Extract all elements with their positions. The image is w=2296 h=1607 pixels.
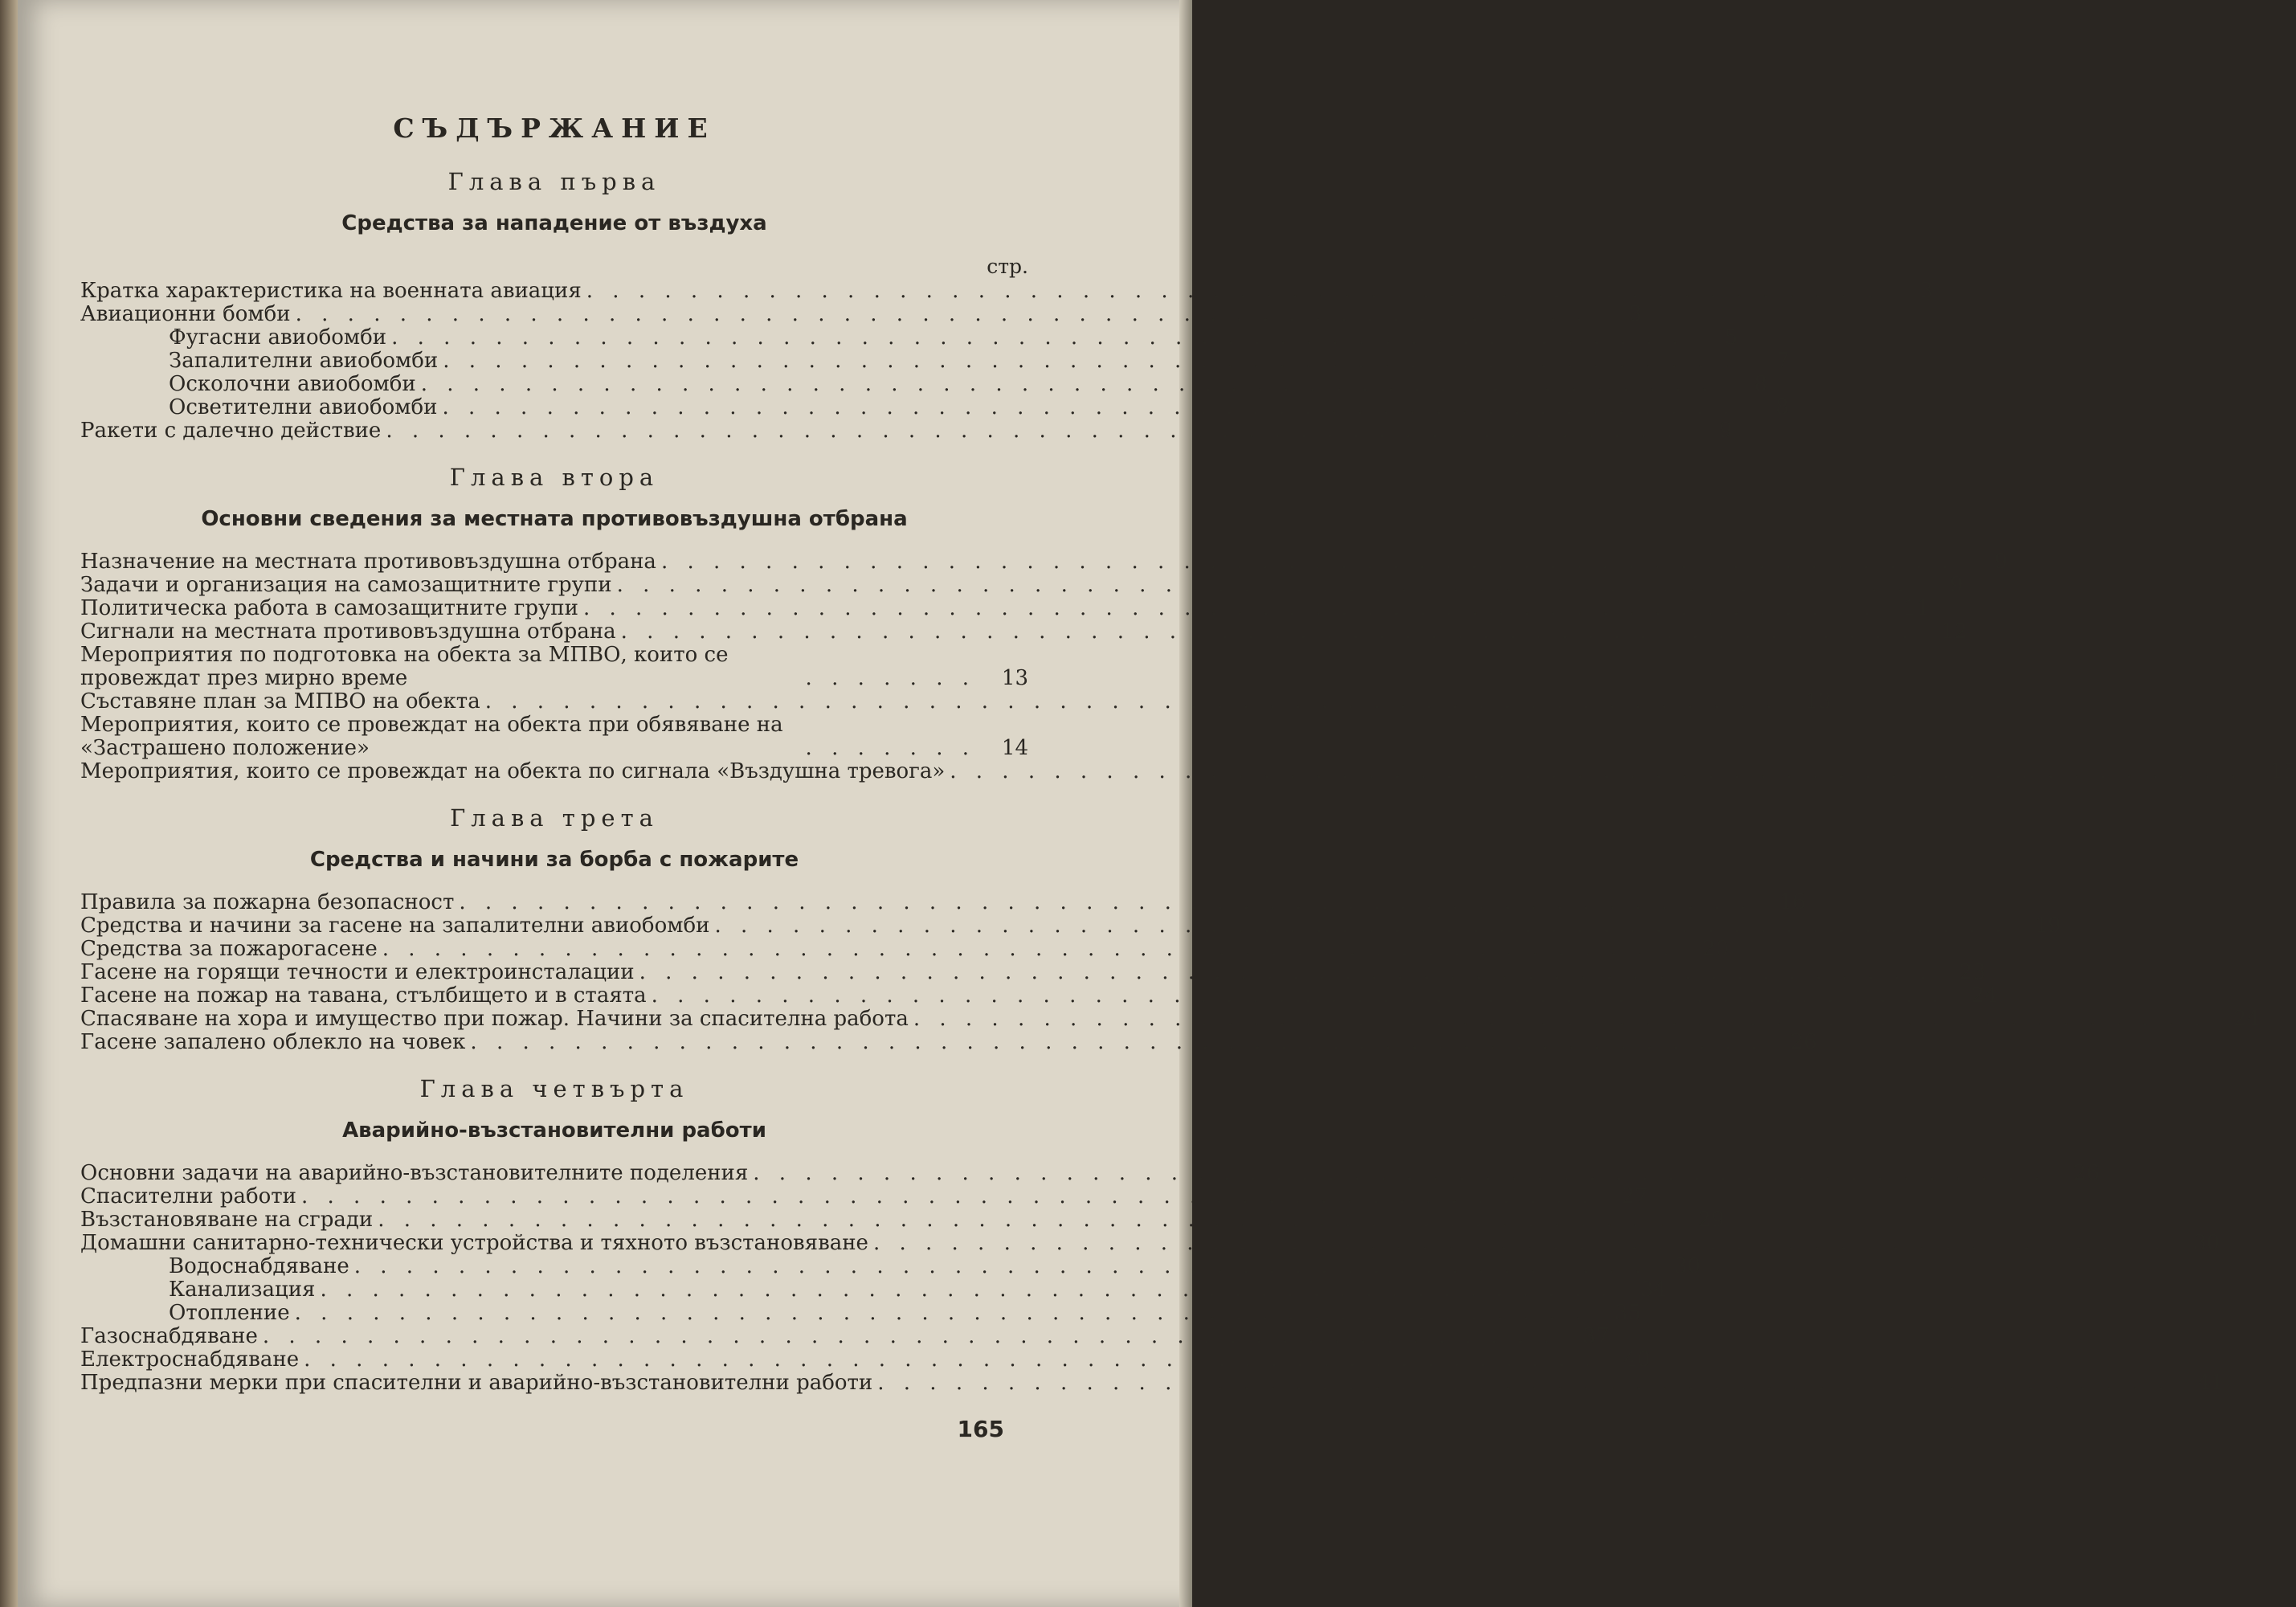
entry-page-number: 5 <box>1724 325 1738 350</box>
entry-text: Политическа работа в самозащитните групи <box>80 596 578 620</box>
entry-text: Осветителни авиобомби <box>169 395 438 419</box>
entry-page-number: 19 <box>2034 914 2061 938</box>
entry-page-number: 34 <box>1640 1278 1667 1302</box>
toc-entry <box>80 550 2008 574</box>
entry-text: Осколочни авиобомби <box>169 372 416 396</box>
entry-page-number: 9 <box>1994 550 2008 574</box>
dot-leader: . . . . . . . . . . . . . . . . . . . . . . . . . . . . . . . . . . . . . . . . . . . . . . . . . . <box>639 960 1933 984</box>
entry-text: Авиационни бомби <box>80 302 291 326</box>
chapter-section <box>80 464 2296 783</box>
toc-entry <box>80 1254 1701 1278</box>
entry-page-number: 13 <box>1804 689 1832 714</box>
entry-text: Задачи и организация на самозащитните групи <box>80 573 612 597</box>
toc-entry <box>80 419 1733 443</box>
entry-page-number: 16 <box>1779 890 1806 914</box>
dot-leader: . . . . . . . . . . . . . . . . . . . . . . . . . . . . . . . . . . . . . . . . . . . . . . . . . . <box>262 1324 1557 1348</box>
entry-page-number: 8 <box>1754 372 1767 396</box>
toc-entry <box>80 302 1642 326</box>
entry-text: Фугасни авиобомби <box>169 325 387 350</box>
dot-leader: . . . . . . . . . . . . . . . . . . . . . . . . . . . . . . . . . . . . . . . . . . . . . . . . . . <box>714 914 2008 938</box>
toc-entry <box>80 960 1986 984</box>
toc-entry <box>80 644 1028 690</box>
entry-text: Основни задачи на аварийно-възстановителните поделения <box>80 1161 749 1185</box>
entry-page-number: 14 <box>1001 736 1028 760</box>
entry-page-number: 30 <box>2193 1231 2220 1255</box>
entry-text: Гасене на горящи течности и електроинсталации <box>80 960 635 984</box>
entry-page-number: 9 <box>1950 573 1963 597</box>
entry-text: Водоснабдяване <box>169 1254 349 1278</box>
dot-leader: . . . . . . . . . . . . . . . . . . . . . . . . . . . . . . . . . . . . . . . . . . . . . . . . . . <box>753 1161 2047 1185</box>
chapter-title: Основни сведения за местната противовъздушна отбрана <box>201 507 908 531</box>
entry-page-number: 7 <box>1775 349 1790 373</box>
entry-page-number: 3 <box>1919 279 1933 303</box>
entry-page-number: 24 <box>1971 983 1998 1008</box>
chapter-label: Глава четвърта <box>419 1075 689 1102</box>
entry-text: Съставяне план за МПВО на обекта <box>80 689 480 714</box>
entry-text: Възстановяване на сгради <box>80 1208 374 1232</box>
entry-page-number: 27 <box>1621 1184 1648 1208</box>
entry-text: Мероприятия по подготовка на обекта за МПВО, които се провеждат през мирно време <box>80 643 729 690</box>
dot-leader: . . . . . . . . . . . . . . . . . . . . . . . . . . . . . . . . . . . . . . . . . . . . . . . . . . <box>616 573 1910 597</box>
dot-leader: . . . . . . . . . . . . . . . . . . . . . . . . . . . . . . . . . . . . . . . . . . . . . . . . . . <box>913 1007 2208 1031</box>
dot-leader: . . . . . . . . . . . . . . . . . . . . . . . . . . . . . . . . . . . . . . . . . . . . . . . . . . <box>378 1208 1672 1232</box>
chapters-list <box>80 168 2296 1395</box>
entry-text: Средства за пожарогасене <box>80 937 378 961</box>
toc-entry <box>80 349 1790 373</box>
toc-entry <box>80 1231 2220 1255</box>
chapter-section <box>80 1075 2225 1395</box>
toc-entry <box>80 983 1998 1008</box>
toc-entry <box>80 1301 1641 1325</box>
page-column-label: стр. <box>987 255 1028 278</box>
entry-page-number: 13 <box>1001 666 1028 690</box>
entry-page-number: 11 <box>1903 596 1930 620</box>
toc-entry <box>80 1161 2100 1185</box>
toc-entry <box>80 1347 1651 1372</box>
dot-leader: . . . . . . . . . . . . . . . . . . . . . . . . . . . . . . . . . . . . . . . . . . . . . . . . . . <box>304 1347 1598 1372</box>
dot-leader: . . . . . . . . . . . . . . . . . . . . . . . . . . . . . . . . . . . . . . . . . . . . . . . . . . <box>470 1030 1764 1054</box>
dot-leader: . . . . . . . . . . . . . . . . . . . . . . . . . . . . . . . . . . . . . . . . . . . . . . . . . . <box>420 372 1714 396</box>
entry-text: Мероприятия, които се провеждат на обекта по сигнала «Въздушна тревога» <box>80 759 946 783</box>
entry-text: Спасяване на хора и имущество при пожар. Начини за спасителна работа <box>80 1007 909 1031</box>
entry-text: Ракети с далечно действие <box>80 419 382 443</box>
toc-entry <box>80 759 2296 783</box>
chapter-section <box>80 804 2261 1054</box>
entry-page-number: 37 <box>1582 1324 1610 1348</box>
dot-leader: . . . . . . . . . . . . . . . . . . . . . . . . . . . . . . . . . . . . . . . . . . . . . . . . . . <box>391 325 1685 350</box>
dot-leader: . . . . . . . <box>805 666 975 690</box>
entry-page-number: 26 <box>1790 1030 1817 1054</box>
entry-text: Електроснабдяване <box>80 1347 300 1372</box>
entry-text: Газоснабдяване <box>80 1324 258 1348</box>
chapter-label: Глава трета <box>450 804 659 832</box>
toc-entry <box>80 1030 1817 1054</box>
chapter-title: Аварийно-възстановителни работи <box>342 1118 766 1143</box>
dot-leader: . . . . . . . <box>805 736 975 760</box>
entry-text: Гасене на пожар на тавана, стълбището и в стаята <box>80 983 647 1008</box>
entry-page-number: 35 <box>1614 1301 1641 1325</box>
toc-entry <box>80 596 1930 620</box>
dot-leader: . . . . . . . . . . . . . . . . . . . . . . . . . . . . . . . . . . . . . . . . . . . . . . . . . . <box>586 279 1880 303</box>
entry-page-number: 9 <box>1718 419 1733 443</box>
toc-entry <box>80 619 1967 644</box>
entry-text: Запалителни авиобомби <box>169 349 439 373</box>
toc-entry <box>80 279 1933 303</box>
dot-leader: . . . . . . . . . . . . . . . . . . . . . . . . . . . . . . . . . . . . . . . . . . . . . . . . . . <box>443 349 1737 373</box>
entry-page-number: 24 <box>2233 1007 2261 1031</box>
dot-leader: . . . . . . . . . . . . . . . . . . . . . . . . . . . . . . . . . . . . . . . . . . . . . . . . . . <box>660 550 1955 574</box>
toc-entry <box>80 395 1789 419</box>
entry-page-number: 15 <box>2269 759 2296 783</box>
entry-text: Гасене запалено облекло на човек <box>80 1030 466 1054</box>
entry-page-number: 12 <box>1940 619 1967 644</box>
toc-entry <box>80 937 1729 961</box>
entry-text: Мероприятия, които се провеждат на обекта при обявяване на «Застрашено положение» <box>80 713 783 760</box>
entry-page-number: 41 <box>2197 1371 2225 1395</box>
entry-text: Кратка характеристика на военната авиация <box>80 279 582 303</box>
dot-leader: . . . . . . . . . . . . . . . . . . . . . . . . . . . . . . . . . . . . . . . . . . . . . . . . . . <box>386 419 1680 443</box>
chapter-title: Средства и начини за борба с пожарите <box>309 848 799 872</box>
entry-text: Средства и начини за гасене на запалителни авиобомби <box>80 914 710 938</box>
dot-leader: . . . . . . . . . . . . . . . . . . . . . . . . . . . . . . . . . . . . . . . . . . . . . . . . . . <box>582 596 1877 620</box>
toc-entry <box>80 573 1963 597</box>
chapter-title: Средства за нападение от въздуха <box>341 211 767 235</box>
toc-entry <box>80 1184 1648 1208</box>
dot-leader: . . . . . . . . . . . . . . . . . . . . . . . . . . . . . . . . . . . . . . . . . . . . . . . . . . <box>620 619 1914 644</box>
dot-leader: . . . . . . . . . . . . . . . . . . . . . . . . . . . . . . . . . . . . . . . . . . . . . . . . . . <box>877 1371 2171 1395</box>
entry-page-number: 30 <box>1673 1254 1701 1278</box>
dot-leader: . . . . . . . . . . . . . . . . . . . . . . . . . . . . . . . . . . . . . . . . . . . . . . . . . . <box>353 1254 1648 1278</box>
entry-text: Спасителни работи <box>80 1184 296 1208</box>
entry-text: Канализация <box>169 1278 316 1302</box>
toc-entry <box>80 1324 1610 1348</box>
toc-entry <box>80 890 1806 914</box>
dot-leader: . . . . . . . . . . . . . . . . . . . . . . . . . . . . . . . . . . . . . . . . . . . . . . . . . . <box>872 1231 2167 1255</box>
dot-leader: . . . . . . . . . . . . . . . . . . . . . . . . . . . . . . . . . . . . . . . . . . . . . . . . . . <box>382 937 1676 961</box>
chapter-label: Глава втора <box>449 464 660 491</box>
toc-entry <box>80 1278 1667 1302</box>
chapter-section <box>80 168 1933 443</box>
toc-entry <box>80 372 1767 396</box>
entry-page-number: 8 <box>1775 395 1789 419</box>
book-page <box>18 0 2296 1607</box>
toc-entry <box>80 1208 1725 1232</box>
toc-entry <box>80 325 1738 350</box>
entry-text: Правила за пожарна безопасност <box>80 890 455 914</box>
entry-text: Отопление <box>169 1301 290 1325</box>
entry-page-number: 20 <box>1702 937 1729 961</box>
dot-leader: . . . . . . . . . . . . . . . . . . . . . . . . . . . . . . . . . . . . . . . . . . . . . . . . . . <box>651 983 1945 1008</box>
book-spine-edge <box>0 0 18 1607</box>
toc-entry <box>80 1371 2225 1395</box>
dot-leader: . . . . . . . . . . . . . . . . . . . . . . . . . . . . . . . . . . . . . . . . . . . . . . . . . . <box>294 1301 1588 1325</box>
entry-page-number: 29 <box>1697 1208 1725 1232</box>
entry-page-number: 3 <box>1628 302 1642 326</box>
entry-text: Назначение на местната противовъздушна отбрана <box>80 550 656 574</box>
entry-text: Предпазни мерки при спасителни и аварийно-възстановителни работи <box>80 1371 873 1395</box>
chapter-label: Глава първа <box>447 168 661 195</box>
entry-text: Домашни санитарно-технически устройства и тяхното възстановяване <box>80 1231 868 1255</box>
page-number: 165 <box>957 1416 1004 1442</box>
toc-entry <box>80 914 2061 938</box>
entry-text: Сигнали на местната противовъздушна отбрана <box>80 619 616 644</box>
dot-leader: . . . . . . . . . . . . . . . . . . . . . . . . . . . . . . . . . . . . . . . . . . . . . . . . . . <box>484 689 1779 714</box>
dot-leader: . . . . . . . . . . . . . . . . . . . . . . . . . . . . . . . . . . . . . . . . . . . . . . . . . . <box>442 395 1736 419</box>
entry-page-number: 40 <box>1624 1347 1651 1372</box>
dot-leader: . . . . . . . . . . . . . . . . . . . . . . . . . . . . . . . . . . . . . . . . . . . . . . . . . . <box>301 1184 1595 1208</box>
dot-leader: . . . . . . . . . . . . . . . . . . . . . . . . . . . . . . . . . . . . . . . . . . . . . . . . . . <box>295 302 1589 326</box>
toc-title: СЪДЪРЖАНИЕ <box>393 112 716 144</box>
dot-leader: . . . . . . . . . . . . . . . . . . . . . . . . . . . . . . . . . . . . . . . . . . . . . . . . . . <box>320 1278 1614 1302</box>
toc-entry <box>80 714 1028 760</box>
table-of-contents <box>80 112 2296 1442</box>
entry-page-number: 23 <box>1959 960 1986 984</box>
toc-entry <box>80 1007 2261 1031</box>
dot-leader: . . . . . . . . . . . . . . . . . . . . . . . . . . . . . . . . . . . . . . . . . . . . . . . . . . <box>950 759 2244 783</box>
entry-page-number: 26 <box>2073 1161 2100 1185</box>
toc-entry <box>80 689 1832 714</box>
dot-leader: . . . . . . . . . . . . . . . . . . . . . . . . . . . . . . . . . . . . . . . . . . . . . . . . . . <box>459 890 1753 914</box>
